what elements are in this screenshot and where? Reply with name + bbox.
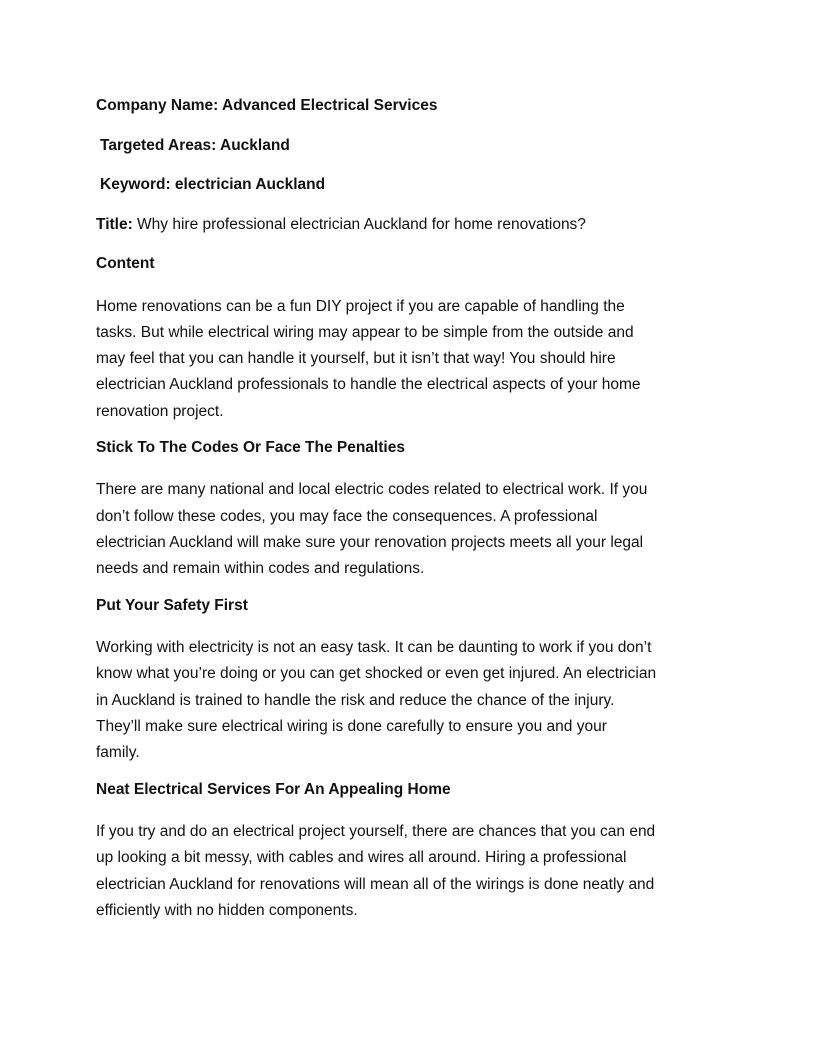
content-heading: Content bbox=[96, 255, 155, 272]
title-label: Title: bbox=[96, 215, 133, 233]
section-heading-codes: Stick To The Codes Or Face The Penalties bbox=[96, 438, 405, 456]
section-heading-neat: Neat Electrical Services For An Appealing Home bbox=[96, 780, 451, 798]
targeted-areas-line: Targeted Areas: Auckland bbox=[100, 136, 290, 154]
keyword-line: Keyword: electrician Auckland bbox=[100, 176, 326, 193]
section-body-neat: If you try and do an electrical project yourself, there are chances that you can end up looking a bit messy, with cables and wires all around. Hiring a professional electrician Auckland for renovations will mean all of the wirings is done neatly and efficiently with no hidden components. bbox=[96, 823, 656, 920]
title-line bbox=[96, 215, 726, 235]
section-heading-safety: Put Your Safety First bbox=[96, 596, 248, 614]
title-text: Why hire professional electrician Auckland for home renovations? bbox=[132, 215, 586, 233]
document-page bbox=[96, 96, 726, 937]
intro-paragraph: Home renovations can be a fun DIY project if you are capable of handling the tasks. But while electrical wiring may appear to be simple from the outside and may feel that you can handle it yourself, but it isn’t that way! You should hire electrician Auckland professionals to handle the electrical aspects of your home renovation project. bbox=[96, 297, 641, 420]
section-body-codes: There are many national and local electric codes related to electrical work. If you don’t follow these codes, you may face the consequences. A professional electrician Auckland will make sure your renovation projects meets all your legal needs and remain within codes and regulations. bbox=[96, 481, 648, 578]
company-name-line: Company Name: Advanced Electrical Services bbox=[96, 97, 438, 114]
section-body-safety: Working with electricity is not an easy task. It can be daunting to work if you don’t know what you’re doing or you can get shocked or even get injured. An electrician in Auckland is trained to handle the risk and reduce the chance of the injury. They’ll make sure electrical wiring is done carefully to ensure you and your family. bbox=[96, 639, 657, 762]
